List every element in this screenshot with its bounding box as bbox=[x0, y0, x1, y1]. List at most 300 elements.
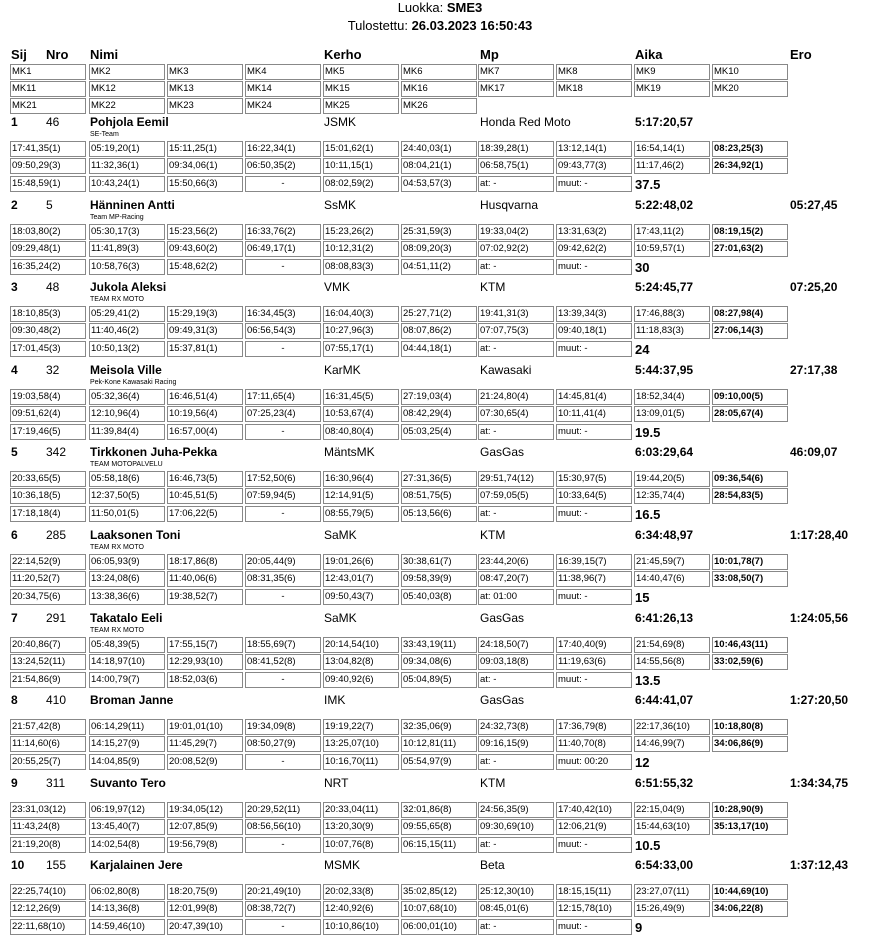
rider-position: 8 bbox=[11, 693, 18, 707]
stage-time-cell: 12:29,93(10) bbox=[167, 654, 243, 670]
stage-time-cell: - bbox=[245, 176, 321, 192]
stage-time-cell: 09:29,48(1) bbox=[10, 241, 86, 257]
stage-time-cell: 20:40,86(7) bbox=[10, 637, 86, 653]
rider-gap: 27:17,38 bbox=[790, 363, 838, 377]
stage-legend-cell: MK5 bbox=[323, 64, 399, 80]
stage-time-cell: 20:55,25(7) bbox=[10, 754, 86, 770]
stage-time-cell: 15:44,63(10) bbox=[634, 819, 710, 835]
stage-time-cell: 16:39,15(7) bbox=[556, 554, 632, 570]
stage-time-cell: 13:45,40(7) bbox=[89, 819, 165, 835]
stage-time-cell: - bbox=[245, 589, 321, 605]
penalty-at-cell: at: - bbox=[478, 259, 554, 275]
penalty-at-cell: at: - bbox=[478, 754, 554, 770]
rider-club: NRT bbox=[324, 776, 349, 790]
rider-club: MäntsMK bbox=[324, 445, 375, 459]
stage-time-cell: 08:02,59(2) bbox=[323, 176, 399, 192]
stage-time-cell: 19:34,09(8) bbox=[245, 719, 321, 735]
stage-legend-cell: MK21 bbox=[10, 98, 86, 114]
stage-time-cell: 22:11,68(10) bbox=[10, 919, 86, 935]
stage-time-cell: 24:32,73(8) bbox=[478, 719, 554, 735]
stage-time-cell: 19:01,01(10) bbox=[167, 719, 243, 735]
stage-time-cell: 05:13,56(6) bbox=[401, 506, 477, 522]
stage-time-cell: 32:01,86(8) bbox=[401, 802, 477, 818]
stage-time-cell: 21:24,80(4) bbox=[478, 389, 554, 405]
stage-time-cell: 10:12,81(11) bbox=[401, 736, 477, 752]
stage-time-cell: 18:39,28(1) bbox=[478, 141, 554, 157]
stage-time-cell: 12:37,50(5) bbox=[89, 488, 165, 504]
stage-time-cell: 19:19,22(7) bbox=[323, 719, 399, 735]
stage-time-cell: 10:36,18(5) bbox=[10, 488, 86, 504]
stage-time-cell: 10:33,64(5) bbox=[556, 488, 632, 504]
stage-time-cell: 20:33,04(11) bbox=[323, 802, 399, 818]
penalty-other-cell: muut: - bbox=[556, 589, 632, 605]
stage-time-cell: 05:54,97(9) bbox=[401, 754, 477, 770]
rider-name: Laaksonen Toni bbox=[90, 528, 181, 542]
class-label: Luokka: bbox=[397, 0, 444, 15]
stage-time-cell: 23:31,03(12) bbox=[10, 802, 86, 818]
stage-time-cell: 21:54,69(8) bbox=[634, 637, 710, 653]
stage-time-cell: 17:36,79(8) bbox=[556, 719, 632, 735]
col-header-ero: Ero bbox=[790, 47, 812, 62]
stage-time-cell: 12:40,92(6) bbox=[323, 901, 399, 917]
stage-legend-cell: MK9 bbox=[634, 64, 710, 80]
stage-time-cell: 17:19,46(5) bbox=[10, 424, 86, 440]
stage-time-cell: 04:44,18(1) bbox=[401, 341, 477, 357]
stage-time-cell: 19:41,31(3) bbox=[478, 306, 554, 322]
penalty-other-cell: muut: - bbox=[556, 176, 632, 192]
rider-bike: Husqvarna bbox=[480, 198, 539, 212]
stage-time-cell: 13:09,01(5) bbox=[634, 406, 710, 422]
stage-time-cell: 06:56,54(3) bbox=[245, 323, 321, 339]
stage-time-cell: 18:15,15(11) bbox=[556, 884, 632, 900]
stage-time-cell: 27:19,03(4) bbox=[401, 389, 477, 405]
rider-number: 410 bbox=[46, 693, 67, 707]
stage-time-cell: 11:40,70(8) bbox=[556, 736, 632, 752]
stage-time-cell: 08:40,80(4) bbox=[323, 424, 399, 440]
rider-gap: 1:37:12,43 bbox=[790, 858, 849, 872]
stage-time-cell: 11:18,83(3) bbox=[634, 323, 710, 339]
rider-club: KarMK bbox=[324, 363, 361, 377]
stage-time-cell: 27:01,63(2) bbox=[712, 241, 788, 257]
stage-time-cell: 20:21,49(10) bbox=[245, 884, 321, 900]
stage-time-cell: 10:01,78(7) bbox=[712, 554, 788, 570]
penalty-at-cell: at: - bbox=[478, 837, 554, 853]
rider-total-time: 6:51:55,32 bbox=[635, 776, 694, 790]
stage-time-cell: 11:39,84(4) bbox=[89, 424, 165, 440]
stage-time-cell: 17:55,15(7) bbox=[167, 637, 243, 653]
stage-time-cell: 16:46,51(4) bbox=[167, 389, 243, 405]
stage-legend-cell: MK4 bbox=[245, 64, 321, 80]
stage-time-cell: 09:55,65(8) bbox=[401, 819, 477, 835]
stage-legend-cell: MK7 bbox=[478, 64, 554, 80]
stage-time-cell: 10:11,15(1) bbox=[323, 158, 399, 174]
stage-legend-cell: MK11 bbox=[10, 81, 86, 97]
stage-time-cell: 17:06,22(5) bbox=[167, 506, 243, 522]
stage-time-cell: 30:38,61(7) bbox=[401, 554, 477, 570]
rider-points: 24 bbox=[635, 342, 650, 357]
stage-time-cell: 10:44,69(10) bbox=[712, 884, 788, 900]
stage-time-cell: 25:12,30(10) bbox=[478, 884, 554, 900]
rider-total-time: 5:44:37,95 bbox=[635, 363, 694, 377]
stage-time-cell: 11:45,29(7) bbox=[167, 736, 243, 752]
penalty-other-cell: muut: - bbox=[556, 259, 632, 275]
stage-time-cell: 19:34,05(12) bbox=[167, 802, 243, 818]
stage-time-cell: 16:35,24(2) bbox=[10, 259, 86, 275]
stage-time-cell: 17:18,18(4) bbox=[10, 506, 86, 522]
rider-name: Takatalo Eeli bbox=[90, 611, 163, 625]
rider-total-time: 6:44:41,07 bbox=[635, 693, 694, 707]
stage-time-cell: 17:52,50(6) bbox=[245, 471, 321, 487]
penalty-at-cell: at: - bbox=[478, 176, 554, 192]
stage-time-cell: 08:55,79(5) bbox=[323, 506, 399, 522]
stage-time-cell: 21:19,20(8) bbox=[10, 837, 86, 853]
stage-time-cell: 28:05,67(4) bbox=[712, 406, 788, 422]
rider-number: 48 bbox=[46, 280, 60, 294]
stage-time-cell: 11:38,96(7) bbox=[556, 571, 632, 587]
stage-time-cell: 17:40,40(9) bbox=[556, 637, 632, 653]
stage-time-cell: 08:50,27(9) bbox=[245, 736, 321, 752]
stage-time-cell: 10:28,90(9) bbox=[712, 802, 788, 818]
stage-time-cell: 17:11,65(4) bbox=[245, 389, 321, 405]
stage-time-cell: 15:29,19(3) bbox=[167, 306, 243, 322]
rider-points: 13.5 bbox=[635, 673, 661, 688]
stage-time-cell: 13:25,07(10) bbox=[323, 736, 399, 752]
stage-time-cell: 22:15,04(9) bbox=[634, 802, 710, 818]
stage-time-cell: 16:57,00(4) bbox=[167, 424, 243, 440]
stage-time-cell: 08:45,01(6) bbox=[478, 901, 554, 917]
stage-time-cell: - bbox=[245, 754, 321, 770]
stage-legend-cell: MK17 bbox=[478, 81, 554, 97]
stage-legend-cell: MK6 bbox=[401, 64, 477, 80]
stage-time-cell: - bbox=[245, 672, 321, 688]
rider-total-time: 5:17:20,57 bbox=[635, 115, 694, 129]
stage-time-cell: 06:14,29(11) bbox=[89, 719, 165, 735]
stage-time-cell: 06:00,01(10) bbox=[401, 919, 477, 935]
stage-time-cell: 12:06,21(9) bbox=[556, 819, 632, 835]
stage-time-cell: 10:11,41(4) bbox=[556, 406, 632, 422]
rider-number: 342 bbox=[46, 445, 67, 459]
stage-legend-cell: MK15 bbox=[323, 81, 399, 97]
rider-points: 16.5 bbox=[635, 507, 661, 522]
stage-time-cell: 27:31,36(5) bbox=[401, 471, 477, 487]
stage-time-cell: 08:07,86(2) bbox=[401, 323, 477, 339]
rider-position: 1 bbox=[11, 115, 18, 129]
rider-number: 46 bbox=[46, 115, 60, 129]
stage-time-cell: 16:30,96(4) bbox=[323, 471, 399, 487]
stage-time-cell: 16:04,40(3) bbox=[323, 306, 399, 322]
rider-total-time: 5:22:48,02 bbox=[635, 198, 694, 212]
stage-time-cell: 11:14,60(6) bbox=[10, 736, 86, 752]
rider-points: 19.5 bbox=[635, 425, 661, 440]
stage-time-cell: 06:05,93(9) bbox=[89, 554, 165, 570]
stage-time-cell: - bbox=[245, 837, 321, 853]
stage-time-cell: 10:43,24(1) bbox=[89, 176, 165, 192]
stage-time-cell: 10:12,31(2) bbox=[323, 241, 399, 257]
rider-bike: GasGas bbox=[480, 611, 525, 625]
stage-time-cell: 17:01,45(3) bbox=[10, 341, 86, 357]
rider-club: MSMK bbox=[324, 858, 360, 872]
col-header-aika: Aika bbox=[635, 47, 663, 62]
stage-time-cell: 17:40,42(10) bbox=[556, 802, 632, 818]
penalty-at-cell: at: - bbox=[478, 424, 554, 440]
stage-time-cell: 05:04,89(5) bbox=[401, 672, 477, 688]
rider-club: VMK bbox=[324, 280, 351, 294]
stage-time-cell: 05:32,36(4) bbox=[89, 389, 165, 405]
stage-time-cell: 28:54,83(5) bbox=[712, 488, 788, 504]
stage-time-cell: 15:26,49(9) bbox=[634, 901, 710, 917]
stage-time-cell: 14:46,99(7) bbox=[634, 736, 710, 752]
stage-time-cell: 24:18,50(7) bbox=[478, 637, 554, 653]
stage-time-cell: 10:10,86(10) bbox=[323, 919, 399, 935]
stage-time-cell: 11:50,01(5) bbox=[89, 506, 165, 522]
printed-value: 26.03.2023 16:50:43 bbox=[411, 18, 533, 33]
rider-points: 37.5 bbox=[635, 177, 661, 192]
stage-time-cell: 14:45,81(4) bbox=[556, 389, 632, 405]
stage-legend-cell: MK12 bbox=[89, 81, 165, 97]
col-header-sij: Sij bbox=[11, 47, 27, 62]
stage-time-cell: 14:40,47(6) bbox=[634, 571, 710, 587]
stage-time-cell: 07:02,92(2) bbox=[478, 241, 554, 257]
stage-time-cell: 09:40,18(1) bbox=[556, 323, 632, 339]
stage-time-cell: 20:29,52(11) bbox=[245, 802, 321, 818]
stage-time-cell: - bbox=[245, 341, 321, 357]
col-header-nro: Nro bbox=[46, 47, 69, 62]
stage-time-cell: 06:19,97(12) bbox=[89, 802, 165, 818]
stage-time-cell: 25:31,59(3) bbox=[401, 224, 477, 240]
rider-team: Pek-Kone Kawasaki Racing bbox=[90, 379, 177, 386]
stage-time-cell: 15:01,62(1) bbox=[323, 141, 399, 157]
rider-total-time: 6:41:26,13 bbox=[635, 611, 694, 625]
stage-time-cell: 09:03,18(8) bbox=[478, 654, 554, 670]
stage-time-cell: - bbox=[245, 919, 321, 935]
stage-time-cell: 17:43,11(2) bbox=[634, 224, 710, 240]
stage-time-cell: 12:07,85(9) bbox=[167, 819, 243, 835]
rider-gap: 1:27:20,50 bbox=[790, 693, 849, 707]
stage-time-cell: 13:12,14(1) bbox=[556, 141, 632, 157]
stage-time-cell: 13:04,82(8) bbox=[323, 654, 399, 670]
rider-number: 311 bbox=[46, 776, 66, 790]
rider-name: Jukola Aleksi bbox=[90, 280, 167, 294]
stage-time-cell: 17:41,35(1) bbox=[10, 141, 86, 157]
penalty-other-cell: muut: - bbox=[556, 837, 632, 853]
stage-time-cell: 35:02,85(12) bbox=[401, 884, 477, 900]
stage-time-cell: 14:13,36(8) bbox=[89, 901, 165, 917]
col-header-mp: Mp bbox=[480, 47, 499, 62]
stage-time-cell: 08:56,56(10) bbox=[245, 819, 321, 835]
stage-time-cell: 18:20,75(9) bbox=[167, 884, 243, 900]
stage-time-cell: 07:59,94(5) bbox=[245, 488, 321, 504]
penalty-at-cell: at: - bbox=[478, 672, 554, 688]
stage-time-cell: 14:00,79(7) bbox=[89, 672, 165, 688]
stage-time-cell: - bbox=[245, 506, 321, 522]
penalty-other-cell: muut: - bbox=[556, 672, 632, 688]
stage-time-cell: 27:06,14(3) bbox=[712, 323, 788, 339]
stage-time-cell: 04:51,11(2) bbox=[401, 259, 477, 275]
stage-time-cell: 09:30,48(2) bbox=[10, 323, 86, 339]
rider-club: SsMK bbox=[324, 198, 357, 212]
rider-number: 155 bbox=[46, 858, 67, 872]
stage-time-cell: 15:11,25(1) bbox=[167, 141, 243, 157]
col-header-kerho: Kerho bbox=[324, 47, 362, 62]
stage-time-cell: 13:31,63(2) bbox=[556, 224, 632, 240]
stage-time-cell: 08:27,98(4) bbox=[712, 306, 788, 322]
stage-time-cell: 16:54,14(1) bbox=[634, 141, 710, 157]
stage-time-cell: 08:51,75(5) bbox=[401, 488, 477, 504]
stage-time-cell: 08:09,20(3) bbox=[401, 241, 477, 257]
stage-time-cell: 09:43,77(3) bbox=[556, 158, 632, 174]
stage-time-cell: 18:10,85(3) bbox=[10, 306, 86, 322]
stage-time-cell: 05:03,25(4) bbox=[401, 424, 477, 440]
stage-time-cell: 11:40,06(6) bbox=[167, 571, 243, 587]
stage-time-cell: 12:43,01(7) bbox=[323, 571, 399, 587]
rider-position: 10 bbox=[11, 858, 25, 872]
stage-time-cell: 10:46,43(11) bbox=[712, 637, 788, 653]
stage-time-cell: 24:56,35(9) bbox=[478, 802, 554, 818]
stage-time-cell: 11:40,46(2) bbox=[89, 323, 165, 339]
stage-time-cell: 18:03,80(2) bbox=[10, 224, 86, 240]
stage-time-cell: 10:45,51(5) bbox=[167, 488, 243, 504]
stage-time-cell: 19:56,79(8) bbox=[167, 837, 243, 853]
stage-time-cell: 12:15,78(10) bbox=[556, 901, 632, 917]
rider-position: 5 bbox=[11, 445, 18, 459]
rider-name: Broman Janne bbox=[90, 693, 174, 707]
stage-time-cell: 12:01,99(8) bbox=[167, 901, 243, 917]
stage-time-cell: 10:50,13(2) bbox=[89, 341, 165, 357]
stage-time-cell: 18:55,69(7) bbox=[245, 637, 321, 653]
rider-club: IMK bbox=[324, 693, 346, 707]
stage-time-cell: 17:46,88(3) bbox=[634, 306, 710, 322]
stage-legend-cell: MK24 bbox=[245, 98, 321, 114]
stage-legend-cell: MK23 bbox=[167, 98, 243, 114]
rider-bike: KTM bbox=[480, 280, 506, 294]
stage-time-cell: 15:50,66(3) bbox=[167, 176, 243, 192]
rider-team: SE-Team bbox=[90, 131, 119, 138]
stage-time-cell: 05:40,03(8) bbox=[401, 589, 477, 605]
rider-total-time: 6:34:48,97 bbox=[635, 528, 694, 542]
rider-number: 5 bbox=[46, 198, 53, 212]
penalty-at-cell: at: - bbox=[478, 506, 554, 522]
stage-time-cell: 22:14,52(9) bbox=[10, 554, 86, 570]
rider-name: Suvanto Tero bbox=[90, 776, 166, 790]
stage-time-cell: 33:02,59(6) bbox=[712, 654, 788, 670]
stage-time-cell: 11:32,36(1) bbox=[89, 158, 165, 174]
stage-time-cell: 15:48,59(1) bbox=[10, 176, 86, 192]
stage-time-cell: 06:58,75(1) bbox=[478, 158, 554, 174]
stage-time-cell: 08:41,52(8) bbox=[245, 654, 321, 670]
rider-position: 7 bbox=[11, 611, 18, 625]
stage-time-cell: 21:54,86(9) bbox=[10, 672, 86, 688]
stage-time-cell: 13:24,52(11) bbox=[10, 654, 86, 670]
stage-time-cell: 15:23,56(2) bbox=[167, 224, 243, 240]
stage-time-cell: 18:52,03(6) bbox=[167, 672, 243, 688]
stage-time-cell: 20:47,39(10) bbox=[167, 919, 243, 935]
stage-time-cell: 20:33,65(5) bbox=[10, 471, 86, 487]
stage-time-cell: 07:30,65(4) bbox=[478, 406, 554, 422]
printed-line bbox=[0, 18, 880, 34]
rider-gap: 1:17:28,40 bbox=[790, 528, 849, 542]
class-value: SME3 bbox=[446, 0, 483, 15]
stage-time-cell: 15:30,97(5) bbox=[556, 471, 632, 487]
rider-name: Pohjola Eemil bbox=[90, 115, 169, 129]
rider-name: Tirkkonen Juha-Pekka bbox=[90, 445, 218, 459]
stage-time-cell: 19:44,20(5) bbox=[634, 471, 710, 487]
stage-time-cell: 10:58,76(3) bbox=[89, 259, 165, 275]
stage-time-cell: - bbox=[245, 424, 321, 440]
stage-time-cell: 09:49,31(3) bbox=[167, 323, 243, 339]
stage-time-cell: 10:53,67(4) bbox=[323, 406, 399, 422]
stage-time-cell: 10:27,96(3) bbox=[323, 323, 399, 339]
rider-gap: 07:25,20 bbox=[790, 280, 838, 294]
stage-time-cell: 23:27,07(11) bbox=[634, 884, 710, 900]
stage-time-cell: 09:50,43(7) bbox=[323, 589, 399, 605]
rider-name: Hänninen Antti bbox=[90, 198, 175, 212]
stage-legend-cell: MK1 bbox=[10, 64, 86, 80]
stage-time-cell: 09:50,29(3) bbox=[10, 158, 86, 174]
rider-position: 4 bbox=[11, 363, 18, 377]
rider-bike: Honda Red Moto bbox=[480, 115, 571, 129]
stage-time-cell: 23:44,20(6) bbox=[478, 554, 554, 570]
stage-time-cell: 08:47,20(7) bbox=[478, 571, 554, 587]
rider-number: 291 bbox=[46, 611, 67, 625]
rider-number: 32 bbox=[46, 363, 60, 377]
rider-bike: KTM bbox=[480, 528, 506, 542]
stage-time-cell: 20:34,75(6) bbox=[10, 589, 86, 605]
penalty-at-cell: at: 01:00 bbox=[478, 589, 554, 605]
stage-legend-cell: MK2 bbox=[89, 64, 165, 80]
stage-time-cell: 10:19,56(4) bbox=[167, 406, 243, 422]
penalty-other-cell: muut: - bbox=[556, 919, 632, 935]
stage-time-cell: 06:50,35(2) bbox=[245, 158, 321, 174]
stage-time-cell: 10:07,76(8) bbox=[323, 837, 399, 853]
stage-legend-cell: MK8 bbox=[556, 64, 632, 80]
rider-points: 30 bbox=[635, 260, 650, 275]
stage-time-cell: 12:10,96(4) bbox=[89, 406, 165, 422]
stage-time-cell: 12:14,91(5) bbox=[323, 488, 399, 504]
penalty-other-cell: muut: - bbox=[556, 424, 632, 440]
rider-name: Meisola Ville bbox=[90, 363, 162, 377]
stage-time-cell: 25:27,71(2) bbox=[401, 306, 477, 322]
stage-time-cell: 09:34,08(6) bbox=[401, 654, 477, 670]
stage-time-cell: 19:38,52(7) bbox=[167, 589, 243, 605]
stage-time-cell: 09:30,69(10) bbox=[478, 819, 554, 835]
stage-time-cell: 07:25,23(4) bbox=[245, 406, 321, 422]
stage-time-cell: 09:43,60(2) bbox=[167, 241, 243, 257]
rider-bike: Beta bbox=[480, 858, 505, 872]
stage-time-cell: 22:25,74(10) bbox=[10, 884, 86, 900]
stage-time-cell: 14:15,27(9) bbox=[89, 736, 165, 752]
rider-total-time: 6:54:33,00 bbox=[635, 858, 694, 872]
rider-gap: 1:24:05,56 bbox=[790, 611, 849, 625]
stage-time-cell: 13:39,34(3) bbox=[556, 306, 632, 322]
rider-team: Team MP-Racing bbox=[90, 214, 144, 221]
rider-points: 10.5 bbox=[635, 838, 661, 853]
penalty-other-cell: muut: - bbox=[556, 341, 632, 357]
stage-legend-cell: MK22 bbox=[89, 98, 165, 114]
stage-time-cell: 12:35,74(4) bbox=[634, 488, 710, 504]
rider-points: 9 bbox=[635, 920, 643, 935]
rider-position: 9 bbox=[11, 776, 18, 790]
stage-time-cell: - bbox=[245, 259, 321, 275]
stage-time-cell: 32:35,06(9) bbox=[401, 719, 477, 735]
stage-time-cell: 11:20,52(7) bbox=[10, 571, 86, 587]
stage-time-cell: 09:58,39(9) bbox=[401, 571, 477, 587]
stage-time-cell: 24:40,03(1) bbox=[401, 141, 477, 157]
stage-legend-cell: MK3 bbox=[167, 64, 243, 80]
stage-time-cell: 09:10,00(5) bbox=[712, 389, 788, 405]
stage-time-cell: 10:18,80(8) bbox=[712, 719, 788, 735]
rider-position: 2 bbox=[11, 198, 18, 212]
stage-time-cell: 35:13,17(10) bbox=[712, 819, 788, 835]
